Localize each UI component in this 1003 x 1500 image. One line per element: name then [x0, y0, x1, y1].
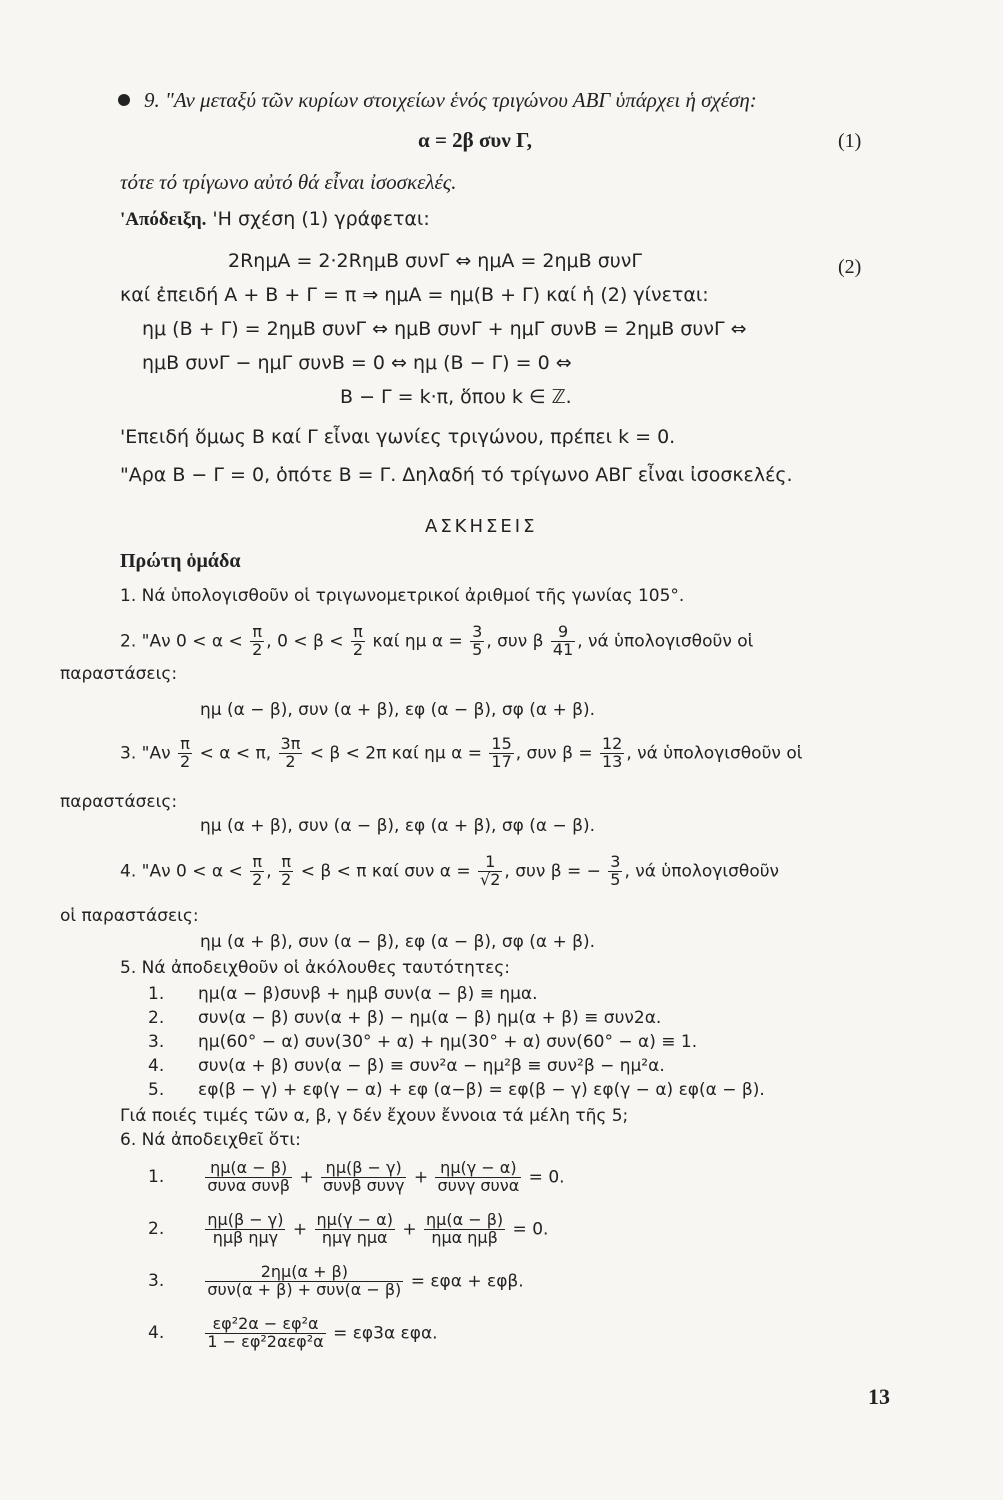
frac-den: συν(α + β) + συν(α − β): [207, 1279, 402, 1299]
ex2-text-d: , συν β: [486, 631, 544, 652]
frac-den: 13: [601, 751, 623, 771]
ex2-text-c: καί ημ α =: [372, 631, 463, 652]
ex2-frac-9-41: [551, 624, 575, 659]
ex3-continuation: παραστάσεις:: [60, 792, 178, 812]
frac-num: π: [279, 854, 293, 872]
item-text: ημ(α − β)συνβ + ημβ συν(α − β) ≡ ημα.: [198, 984, 538, 1004]
ex2-frac-3-5: [470, 624, 484, 659]
ex4-text-b: ,: [266, 861, 272, 882]
ex2-text-e: , νά ὑπολογισθοῦν οἱ: [577, 631, 754, 652]
item-number: 4.: [148, 1056, 165, 1076]
equation-end: = 0.: [512, 1219, 549, 1240]
frac-den: √2: [480, 869, 501, 889]
ex2-frac-pi-2b: [351, 624, 365, 659]
equation-number-2: (2): [838, 256, 862, 278]
ex6-item-1: [148, 1160, 565, 1195]
equation-end: = εφα + εφβ.: [410, 1271, 524, 1292]
item-number: 2.: [148, 1008, 165, 1028]
frac-num: 3: [610, 852, 621, 871]
proof-line-3: καί ἐπειδή A + B + Γ = π ⇒ ημA = ημ(B + Γ) καί ἡ (2) γίνεται:: [120, 284, 709, 306]
plus-sign: +: [292, 1219, 308, 1240]
ex3-expressions: ημ (α + β), συν (α − β), εφ (α + β), σφ (α − β).: [200, 816, 596, 836]
frac-den: 2: [285, 751, 296, 771]
item-number: 3.: [148, 1271, 165, 1292]
ex5-note: Γιά ποιές τιμές τῶν α, β, γ δέν ἔχουν ἔννοια τά μέλη τῆς 5;: [120, 1106, 629, 1126]
ex6-item-4: [148, 1316, 438, 1351]
frac: [205, 1264, 403, 1299]
ex3-frac-pi-2: [178, 736, 192, 771]
proof-line-1: [120, 208, 430, 231]
frac-den: ημγ ημα: [321, 1227, 388, 1247]
exercise-2: [120, 624, 753, 659]
item-text: συν(α − β) συν(α + β) − ημ(α − β) ημ(α + β) ≡ συν2α.: [198, 1008, 662, 1028]
proof-line-7: 'Επειδή ὅμως B καί Γ εἶναι γωνίες τριγώνου, πρέπει k = 0.: [120, 426, 676, 448]
frac-num: 9: [551, 624, 575, 642]
exercise-4: [120, 854, 779, 889]
ex5-item-4: [148, 1056, 665, 1076]
frac-den: 2: [352, 639, 364, 659]
ex4-text-d: , συν β = −: [504, 861, 601, 882]
frac-num: 12: [601, 734, 623, 753]
frac-den: 5: [472, 639, 483, 659]
frac: [435, 1160, 521, 1195]
item-number: 3.: [148, 1032, 165, 1052]
frac-num: ημ(β − γ): [321, 1160, 406, 1178]
theorem-intro: [118, 88, 757, 113]
exercise-6-title: 6. Νά ἀποδειχθεῖ ὅτι:: [120, 1130, 301, 1150]
ex2-continuation: παραστάσεις:: [60, 664, 178, 684]
proof-label: 'Απόδειξη.: [120, 209, 207, 230]
ex2-expressions: ημ (α − β), συν (α + β), εφ (α − β), σφ (α + β).: [200, 700, 596, 720]
ex5-item-5: [148, 1080, 765, 1100]
frac-num: π: [250, 854, 264, 872]
frac-den: 2: [252, 869, 263, 889]
proof-line-6: B − Γ = k·π, ὅπου k ∈ ℤ.: [340, 386, 572, 408]
ex3-frac-3pi-2: [279, 736, 303, 771]
ex2-frac-pi-2: [250, 624, 264, 659]
theorem-intro-text: 9. "Αν μεταξύ τῶν κυρίων στοιχείων ἑνός τριγώνου ΑΒΓ ὑπάρχει ἡ σχέση:: [144, 88, 757, 112]
ex4-frac-3-5: [608, 854, 622, 889]
ex4-frac-pi-2: [250, 854, 264, 889]
frac: [315, 1212, 395, 1247]
bullet-icon: [118, 94, 130, 106]
item-text: συν(α + β) συν(α − β) ≡ συν²α − ημ²β ≡ συν²β − ημ²α.: [198, 1056, 665, 1076]
frac: [321, 1160, 406, 1195]
ex2-text-a: 2. "Αν 0 < α <: [120, 631, 243, 652]
ex3-frac-15-17: [489, 736, 513, 771]
ex6-item-3: [148, 1264, 524, 1299]
frac-den: ημβ ημγ: [212, 1227, 279, 1247]
frac-num: 1: [478, 854, 502, 872]
frac-num: 2ημ(α + β): [205, 1264, 403, 1282]
exercises-heading: ΑΣΚΗΣΕΙΣ: [425, 516, 538, 537]
plus-sign: +: [299, 1167, 314, 1188]
frac-den: ημα ημβ: [431, 1227, 498, 1247]
ex4-continuation: οἱ παραστάσεις:: [60, 906, 199, 926]
frac: [205, 1212, 285, 1247]
ex5-item-3: [148, 1032, 697, 1052]
ex3-text-d: , συν β =: [515, 743, 593, 764]
ex2-text-b: , 0 < β <: [266, 631, 344, 652]
frac-num: ημ(α − β): [205, 1160, 292, 1178]
frac-num: εφ²2α − εφ²α: [205, 1316, 325, 1334]
proof-line-5: ημB συνΓ − ημΓ συνB = 0 ⇔ ημ (B − Γ) = 0 ⇔: [142, 352, 572, 374]
frac-num: ημ(β − γ): [207, 1210, 284, 1229]
ex3-text-e: , νά ὑπολογισθοῦν οἱ: [626, 743, 803, 764]
theorem-conclusion: τότε τό τρίγωνο αὐτό θά εἶναι ἰσοσκελές.: [120, 170, 457, 194]
ex5-item-1: [148, 984, 538, 1004]
page-number: 13: [868, 1384, 890, 1409]
item-number: 5.: [148, 1080, 165, 1100]
frac-num: ημ(γ − α): [316, 1210, 393, 1229]
ex3-text-c: < β < 2π καί ημ α =: [309, 743, 482, 764]
theorem-equation: α = 2β συν Γ,: [418, 128, 533, 152]
frac-num: 15: [491, 734, 512, 753]
ex4-text-c: < β < π καί συν α =: [300, 861, 471, 882]
ex5-item-2: [148, 1008, 661, 1028]
ex3-text-b: < α < π,: [199, 743, 272, 764]
frac-den: 17: [491, 751, 512, 771]
ex4-frac-pi-2b: [279, 854, 293, 889]
proof-eq-2: 2RημA = 2·2RημB συνΓ ⇔ ημA = 2ημB συνΓ: [228, 250, 642, 272]
exercise-group-title: Πρώτη ὁμάδα: [120, 550, 241, 572]
ex3-text-a: 3. "Αν: [120, 743, 171, 764]
frac-num: π: [351, 624, 365, 642]
ex3-frac-12-13: [600, 736, 624, 771]
frac-num: π: [178, 736, 192, 754]
ex6-item-2: [148, 1212, 548, 1247]
frac: [424, 1212, 505, 1247]
item-text: ημ(60° − α) συν(30° + α) + ημ(30° + α) συν(60° − α) ≡ 1.: [198, 1032, 698, 1052]
frac-den: συνγ συνα: [437, 1175, 520, 1195]
plus-sign: +: [413, 1167, 429, 1188]
item-number: 4.: [148, 1323, 165, 1344]
equation-number-1: (1): [838, 130, 862, 152]
equation-end: = 0.: [528, 1167, 565, 1188]
frac: [205, 1316, 325, 1351]
item-number: 1.: [148, 1167, 165, 1188]
frac-den: 2: [252, 639, 263, 659]
frac-den: 1 − εφ²2αεφ²α: [207, 1331, 324, 1351]
frac-num: π: [250, 624, 264, 642]
ex4-frac-1-sqrt2: [478, 854, 502, 889]
exercise-1: 1. Νά ὑπολογισθοῦν οἱ τριγωνομετρικοί ἀριθμοί τῆς γωνίας 105°.: [120, 586, 685, 606]
item-number: 1.: [148, 984, 165, 1004]
frac-den: 2: [179, 751, 191, 771]
plus-sign: +: [402, 1219, 417, 1240]
frac-num: 3π: [280, 734, 301, 753]
ex4-text-e: , νά ὑπολογισθοῦν: [624, 861, 780, 882]
exercise-3: [120, 736, 802, 771]
frac-den: συνα συνβ: [207, 1175, 290, 1195]
proof-line-4: ημ (B + Γ) = 2ημB συνΓ ⇔ ημB συνΓ + ημΓ συνB = 2ημB συνΓ ⇔: [142, 318, 747, 340]
frac-num: 3: [472, 622, 483, 641]
item-number: 2.: [148, 1219, 165, 1240]
frac-den: συνβ συνγ: [322, 1175, 405, 1195]
frac-den: 5: [610, 869, 621, 889]
frac: [205, 1160, 292, 1195]
frac-den: 2: [281, 869, 292, 889]
exercise-5-title: 5. Νά ἀποδειχθοῦν οἱ ἀκόλουθες ταυτότητες:: [120, 958, 510, 978]
item-text: εφ(β − γ) + εφ(γ − α) + εφ (α−β) = εφ(β − γ) εφ(γ − α) εφ(α − β).: [198, 1080, 765, 1100]
frac-num: ημ(α − β): [426, 1210, 504, 1229]
frac-num: ημ(γ − α): [435, 1160, 521, 1178]
ex4-text-a: 4. "Αν 0 < α <: [120, 861, 243, 882]
frac-den: 41: [552, 639, 574, 659]
proof-text-1: 'Η σχέση (1) γράφεται:: [212, 208, 430, 230]
proof-line-8: "Αρα B − Γ = 0, ὁπότε B = Γ. Δηλαδή τό τρίγωνο ΑΒΓ εἶναι ἰσοσκελές.: [120, 464, 793, 486]
equation-end: = εφ3α εφα.: [333, 1323, 438, 1344]
ex4-expressions: ημ (α + β), συν (α − β), εφ (α − β), σφ (α + β).: [200, 932, 596, 952]
